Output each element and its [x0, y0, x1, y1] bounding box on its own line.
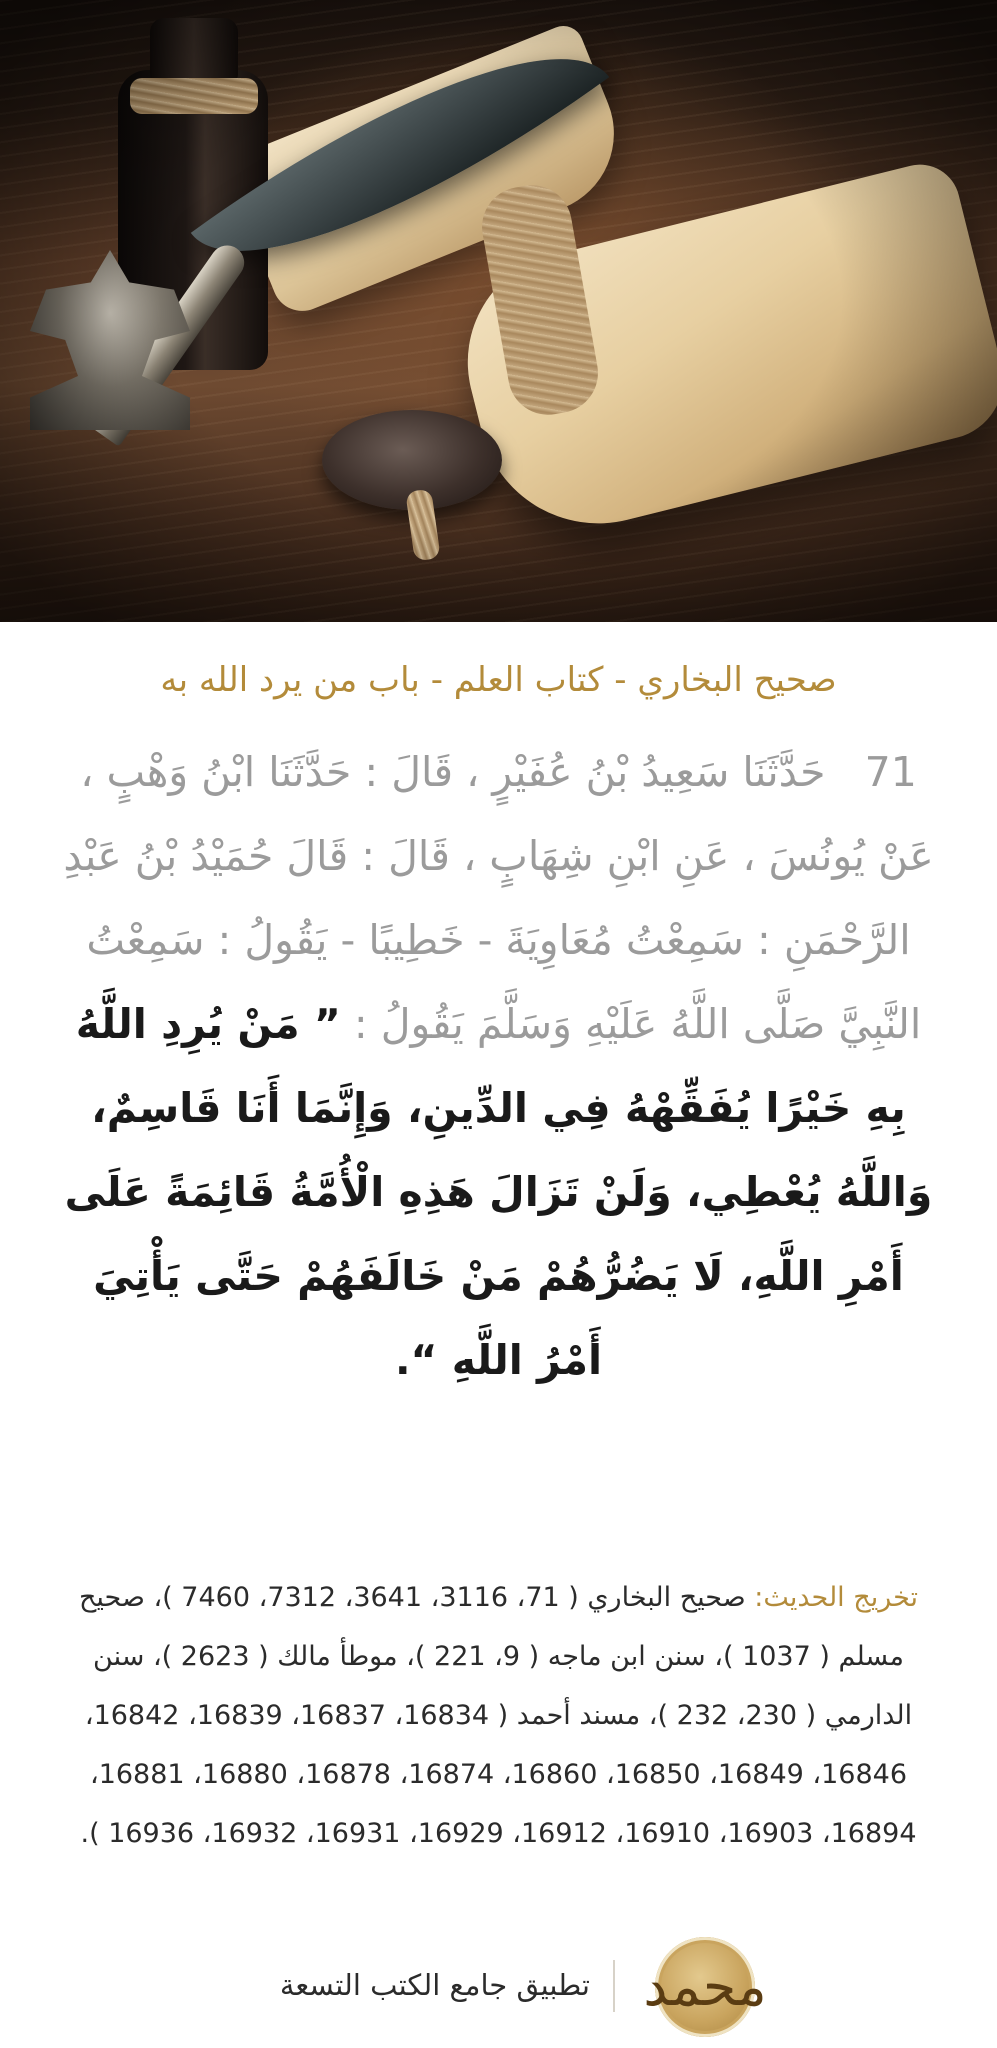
inkwell-icon — [118, 70, 268, 370]
hadith-text — [60, 730, 937, 1402]
fleur-de-lis-ornament-icon — [30, 250, 190, 430]
hadith-number: 71 — [864, 748, 917, 796]
book-chapter-title: صحيح البخاري - كتاب العلم - باب من يرد الله به — [160, 660, 837, 700]
app-name: تطبيق جامع الكتب التسعة — [279, 1968, 590, 2002]
pen-nib-icon — [91, 239, 251, 447]
takhrij-section — [55, 1568, 942, 1863]
hadith-narration-chain: حَدَّثَنَا سَعِيدُ بْنُ عُفَيْرٍ ، قَالَ : حَدَّثَنَا ابْنُ وَهْبٍ ، عَنْ يُونُسَ ، عَنِ ابْنِ شِهَابٍ ، قَالَ : قَالَ حُمَيْدُ بْنُ عَبْدِ الرَّحْمَنِ : سَمِعْتُ مُعَاوِيَةَ - خَطِيبًا - يَقُولُ : سَمِعْتُ النَّبِيَّ صَلَّى اللَّهُ عَلَيْهِ وَسَلَّمَ يَقُولُ : — [63, 748, 934, 1048]
parchment-scroll-upper — [222, 20, 638, 320]
wax-seal-icon — [322, 410, 502, 510]
hadith-prophetic-saying: ” مَنْ يُرِدِ اللَّهُ بِهِ خَيْرًا يُفَقِّهْهُ فِي الدِّينِ، وَإِنَّمَا أَنَا قَاسِمٌ، وَاللَّهُ يُعْطِي، وَلَنْ تَزَالَ هَذِهِ الْأُمَّةُ قَائِمَةً عَلَى أَمْرِ اللَّهِ، لَا يَضُرُّهُمْ مَنْ خَالَفَهُمْ حَتَّى يَأْتِيَ أَمْرُ اللَّهِ “. — [64, 1000, 933, 1384]
parchment-scroll — [444, 156, 997, 549]
seal-cord — [405, 489, 440, 562]
takhrij-references: صحيح البخاري ( 71، 3116، 3641، 7312، 7460 )، صحيح مسلم ( 1037 )، سنن ابن ماجه ( 9، 221 )، موطأ مالك ( 2623 )، سنن الدارمي ( 230، 232 )، مسند أحمد ( 16834، 16837، 16839، 16842، 16846، 16849، 16850، 16860، 16874، 16878، 16880، 16881، 16894، 16903، 16910، 16912، 16929، 16931، 16932، 16936 ). — [78, 1582, 917, 1849]
inkwell-twine — [130, 78, 258, 114]
takhrij-label: تخريج الحديث: — [754, 1582, 919, 1613]
footer-divider — [613, 1960, 615, 2012]
muhammad-calligraphy-seal-icon — [643, 1937, 767, 2037]
logo-text: محمد — [643, 1955, 767, 2018]
inkwell-neck — [150, 18, 238, 88]
quill-feather-icon — [191, 0, 609, 330]
hero-image — [0, 0, 997, 622]
scroll-twine — [476, 179, 605, 421]
